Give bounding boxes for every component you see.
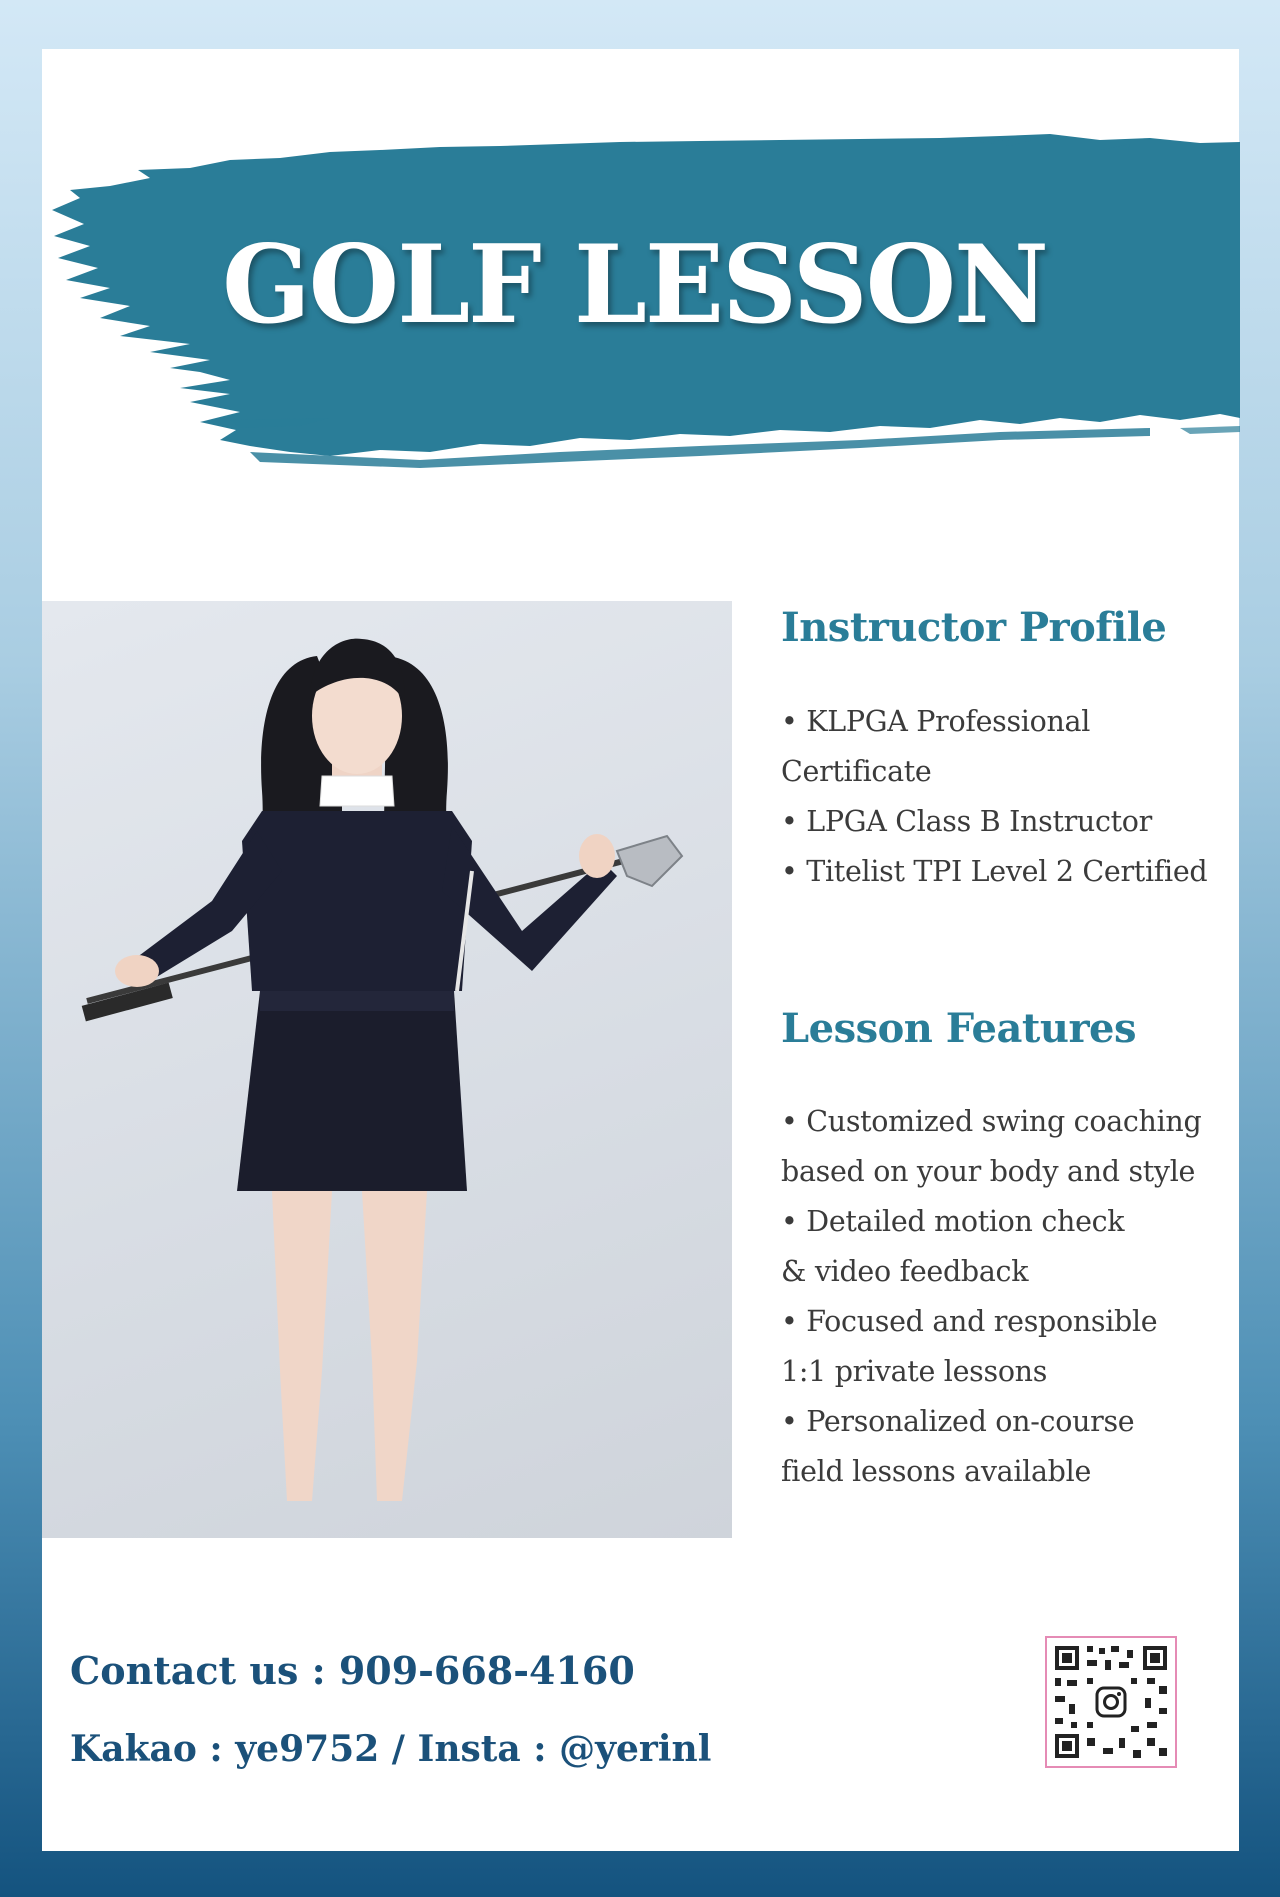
lesson-features-heading: Lesson Features [781, 1005, 1136, 1052]
qr-pattern [1047, 1638, 1175, 1766]
feature-line-7: • Personalized on-course [781, 1405, 1135, 1438]
profile-line-3: • LPGA Class B Instructor [781, 805, 1152, 838]
profile-line-2: Certificate [781, 755, 932, 788]
top-garment [242, 811, 472, 991]
qr-code[interactable] [1045, 1636, 1177, 1768]
golf-club-head [617, 836, 682, 886]
instagram-icon [1093, 1684, 1129, 1720]
profile-line-1: • KLPGA Professional [781, 705, 1091, 738]
instructor-profile-heading: Instructor Profile [781, 604, 1167, 651]
profile-line-4: • Titelist TPI Level 2 Certified [781, 855, 1208, 888]
contact-social[interactable]: Kakao : ye9752 / Insta : @yerinl [70, 1728, 712, 1770]
instructor-photo [42, 601, 732, 1538]
feature-line-4: & video feedback [781, 1255, 1029, 1288]
feature-line-3: • Detailed motion check [781, 1205, 1125, 1238]
instructor-illustration [42, 601, 732, 1538]
poster-title-text: GOLF LESSON [222, 222, 1048, 348]
contact-phone[interactable]: Contact us : 909-668-4160 [70, 1648, 635, 1693]
feature-line-1: • Customized swing coaching [781, 1105, 1202, 1138]
feature-line-6: 1:1 private lessons [781, 1355, 1048, 1388]
skirt [237, 991, 467, 1191]
feature-line-8: field lessons available [781, 1455, 1092, 1488]
feature-line-2: based on your body and style [781, 1155, 1196, 1188]
feature-line-5: • Focused and responsible [781, 1305, 1158, 1338]
poster-title [0, 222, 1280, 348]
